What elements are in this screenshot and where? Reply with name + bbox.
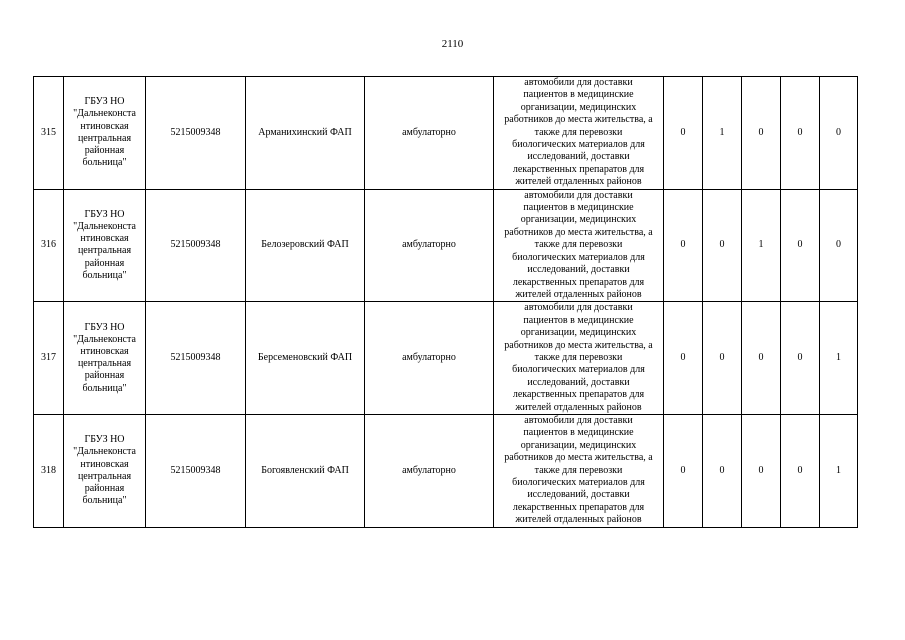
row-number-cell: 318: [34, 414, 64, 527]
organization-cell: [64, 77, 146, 190]
purpose-cell-line: работников до места жительства, а: [504, 339, 653, 351]
organization-cell-line: районная: [84, 257, 125, 269]
count-cell-2: 0: [703, 414, 742, 527]
purpose-cell-line: организации, медицинских: [520, 214, 637, 226]
count-cell-1: 0: [664, 189, 703, 302]
organization-cell-line: нтиновская: [80, 458, 129, 470]
organization-cell: [64, 189, 146, 302]
table-row: [34, 302, 858, 415]
purpose-cell: [494, 77, 664, 190]
count-cell-1: 0: [664, 414, 703, 527]
purpose-cell-line: исследований, доставки: [527, 151, 630, 163]
inn-cell: 5215009348: [146, 77, 246, 190]
count-cell-4: 0: [781, 414, 820, 527]
purpose-cell: [494, 414, 664, 527]
page-number: 2110: [441, 38, 464, 50]
count-cell-4: 0: [781, 302, 820, 415]
purpose-cell-line: автомобили для доставки: [524, 77, 633, 88]
organization-cell-line: больница": [82, 495, 127, 507]
purpose-cell-line: автомобили для доставки: [524, 189, 633, 201]
organization-cell-line: центральная: [77, 358, 132, 370]
purpose-cell-line: жителей отдаленных районов: [515, 401, 642, 413]
count-cell-5: 0: [820, 189, 858, 302]
purpose-cell-line: также для перевозки: [534, 239, 623, 251]
count-cell-4: 0: [781, 189, 820, 302]
purpose-cell-line: пациентов в медицинские: [523, 89, 634, 101]
facility-cell: Богоявленский ФАП: [246, 414, 365, 527]
purpose-cell-line: жителей отдаленных районов: [515, 176, 642, 188]
purpose-cell: [494, 189, 664, 302]
count-cell-5: 1: [820, 414, 858, 527]
count-cell-1: 0: [664, 77, 703, 190]
organization-cell-line: ГБУЗ НО: [84, 208, 125, 220]
count-cell-2: 0: [703, 302, 742, 415]
organization-cell-line: районная: [84, 145, 125, 157]
organization-cell-line: центральная: [77, 245, 132, 257]
facility-cell: Белозеровский ФАП: [246, 189, 365, 302]
purpose-cell: [494, 302, 664, 415]
purpose-cell-line: исследований, доставки: [527, 376, 630, 388]
count-cell-3: 0: [742, 414, 781, 527]
organization-cell-line: "Дальнеконста: [73, 221, 136, 233]
care-type-cell: амбулаторно: [365, 414, 494, 527]
organization-cell-line: больница": [82, 157, 127, 169]
count-cell-1: 0: [664, 302, 703, 415]
organization-cell-line: "Дальнеконста: [73, 333, 136, 345]
inn-cell: 5215009348: [146, 302, 246, 415]
count-cell-2: 0: [703, 189, 742, 302]
organization-cell-line: центральная: [77, 132, 132, 144]
purpose-cell-line: организации, медицинских: [520, 101, 637, 113]
purpose-cell-line: лекарственных препаратов для: [512, 501, 645, 513]
organization-cell-line: ГБУЗ НО: [84, 321, 125, 333]
count-cell-3: 0: [742, 302, 781, 415]
organization-cell-line: районная: [84, 370, 125, 382]
care-type-cell: амбулаторно: [365, 77, 494, 190]
row-number-cell: 317: [34, 302, 64, 415]
purpose-cell-line: пациентов в медицинские: [523, 314, 634, 326]
purpose-cell-line: пациентов в медицинские: [523, 202, 634, 214]
organization-cell-line: "Дальнеконста: [73, 108, 136, 120]
table-row: [34, 189, 858, 302]
table-row: [34, 77, 858, 190]
organization-cell-line: нтиновская: [80, 233, 129, 245]
table-row: [34, 414, 858, 527]
organization-cell-line: ГБУЗ НО: [84, 96, 125, 108]
purpose-cell-line: жителей отдаленных районов: [515, 288, 642, 300]
purpose-cell-line: организации, медицинских: [520, 439, 637, 451]
organization-cell-line: больница": [82, 269, 127, 281]
organization-cell-line: центральная: [77, 470, 132, 482]
purpose-cell-line: автомобили для доставки: [524, 302, 633, 314]
count-cell-5: 0: [820, 77, 858, 190]
purpose-cell-line: пациентов в медицинские: [523, 427, 634, 439]
organization-cell-line: районная: [84, 483, 125, 494]
organization-cell-line: нтиновская: [80, 120, 129, 132]
count-cell-4: 0: [781, 77, 820, 190]
purpose-cell-line: также для перевозки: [534, 126, 623, 138]
purpose-cell-line: работников до места жительства, а: [504, 452, 653, 464]
purpose-cell-line: также для перевозки: [534, 351, 623, 363]
purpose-cell-line: организации, медицинских: [520, 327, 637, 339]
care-type-cell: амбулаторно: [365, 302, 494, 415]
purpose-cell-line: исследований, доставки: [527, 264, 630, 276]
purpose-cell-line: биологических материалов для: [512, 364, 645, 376]
count-cell-2: 1: [703, 77, 742, 190]
count-cell-3: 1: [742, 189, 781, 302]
purpose-cell-line: биологических материалов для: [512, 251, 645, 263]
count-cell-3: 0: [742, 77, 781, 190]
table-body: [34, 77, 858, 528]
purpose-cell-line: лекарственных препаратов для: [512, 163, 645, 175]
inn-cell: 5215009348: [146, 414, 246, 527]
purpose-cell-line: биологических материалов для: [512, 139, 645, 151]
row-number-cell: 315: [34, 77, 64, 190]
organization-cell: [64, 414, 146, 527]
facility-cell: Берсеменовский ФАП: [246, 302, 365, 415]
purpose-cell-line: работников до места жительства, а: [504, 114, 653, 126]
inn-cell: 5215009348: [146, 189, 246, 302]
purpose-cell-line: жителей отдаленных районов: [515, 514, 642, 526]
organization-cell-line: больница": [82, 382, 127, 394]
organization-cell-line: "Дальнеконста: [73, 446, 136, 458]
purpose-cell-line: лекарственных препаратов для: [512, 276, 645, 288]
organization-cell-line: нтиновская: [80, 345, 129, 357]
purpose-cell-line: исследований, доставки: [527, 489, 630, 501]
data-table: [33, 76, 858, 528]
purpose-cell-line: работников до места жительства, а: [504, 226, 653, 238]
facility-cell: Арманихинский ФАП: [246, 77, 365, 190]
row-number-cell: 316: [34, 189, 64, 302]
purpose-cell-line: лекарственных препаратов для: [512, 389, 645, 401]
count-cell-5: 1: [820, 302, 858, 415]
care-type-cell: амбулаторно: [365, 189, 494, 302]
purpose-cell-line: биологических материалов для: [512, 477, 645, 488]
organization-cell-line: ГБУЗ НО: [84, 434, 125, 446]
purpose-cell-line: автомобили для доставки: [524, 414, 633, 426]
purpose-cell-line: также для перевозки: [534, 464, 623, 476]
organization-cell: [64, 302, 146, 415]
